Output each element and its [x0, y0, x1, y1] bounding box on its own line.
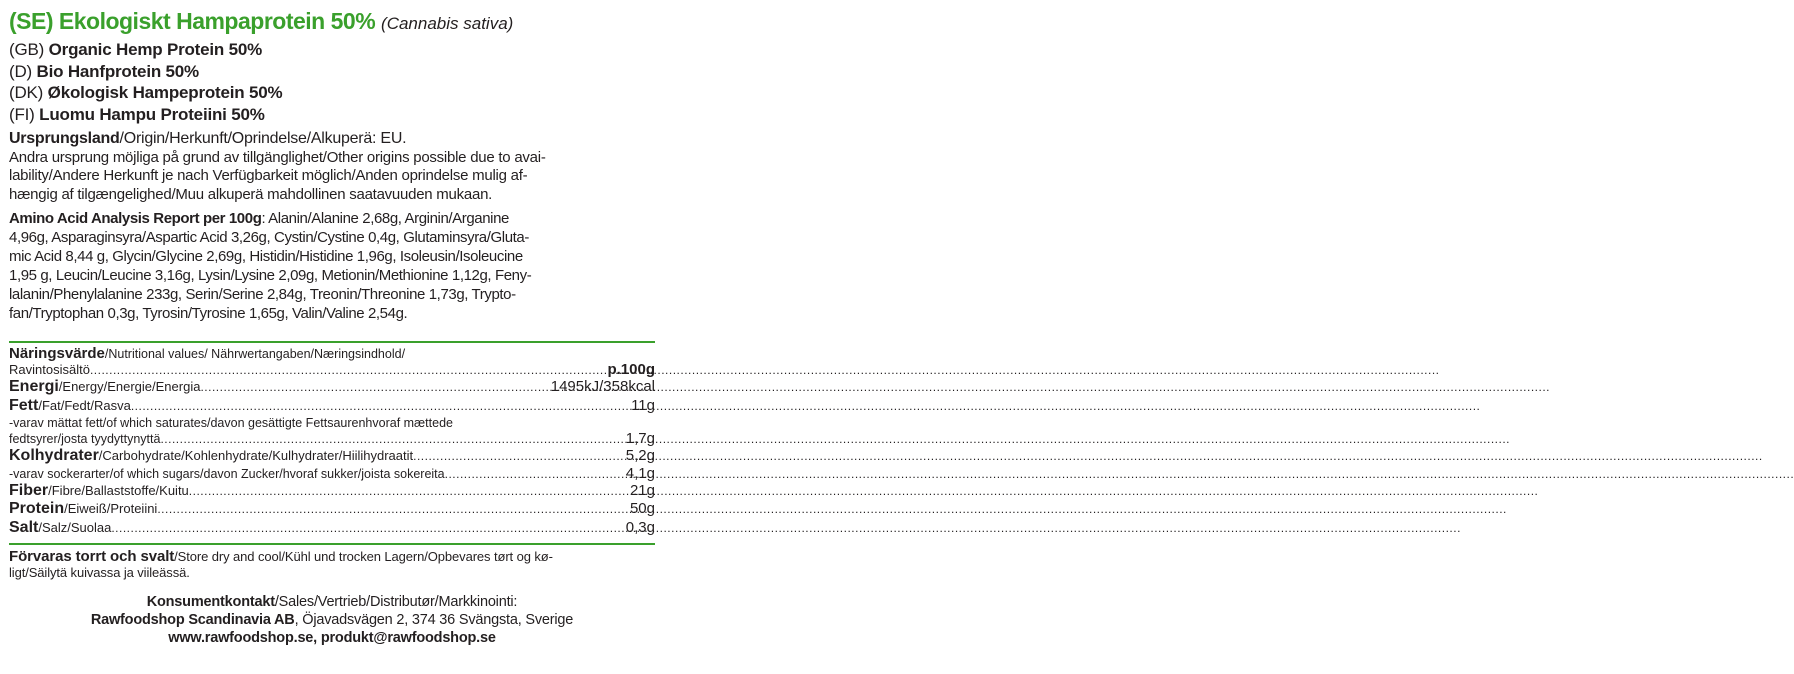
contact-address: Rawfoodshop Scandinavia AB, Öjavadsvägen 2, 374 36 Svängsta, Sverige — [90, 612, 574, 629]
leader-dots — [445, 466, 624, 482]
nutrition-per-row: Ravintosisältö ..... p.100g — [9, 362, 655, 378]
nutrition-row-fat: Fett/Fat/Fedt/Rasva ..... 11g — [9, 397, 655, 416]
divider-bottom — [9, 543, 655, 545]
contact-web-email: www.rawfoodshop.se, produkt@rawfoodshop.se — [168, 630, 496, 647]
name-gb: (GB) Organic Hemp Protein 50% — [9, 40, 263, 59]
amino-line: mic Acid 8,44 g, Glycin/Glycine 2,69g, Histidin/Histidine 1,96g, Isoleusin/Isoleucine — [9, 248, 523, 266]
nutrition-heading: Näringsvärde/Nutritional values/ Nährwertangaben/Næringsindhold/ — [9, 345, 406, 363]
fat-value: 11g — [631, 396, 655, 414]
title-scientific-name: (Cannabis sativa) — [381, 14, 514, 33]
carbohydrate-value: 5,2g — [625, 447, 655, 465]
origin-line: hængig af tilgængelighed/Muu alkuperä mahdollinen saatavuuden mukaan. — [9, 185, 493, 203]
leader-dots — [90, 362, 606, 378]
origin-section — [9, 130, 655, 204]
protein-value: 50g — [629, 500, 655, 518]
nutrition-table — [9, 343, 655, 537]
leader-dots — [111, 520, 623, 538]
title-swedish: (SE) Ekologiskt Hampaprotein 50% — [9, 8, 376, 34]
product-title — [9, 8, 655, 37]
name-fi: (FI) Luomu Hampu Proteiini 50% — [9, 104, 265, 124]
nutrition-row-carbohydrate: Kolhydrater/Carbohydrate/Kohlenhydrate/Kulhydrater/Hiilihydraatit ..... 5,2g — [9, 447, 655, 466]
product-label — [0, 0, 665, 674]
energy-value: 1495kJ/358kcal — [550, 378, 655, 396]
origin-heading: Ursprungsland/Origin/Herkunft/Oprindelse/Alkuperä: EU. — [9, 130, 407, 147]
fibre-value: 21g — [629, 481, 655, 499]
nutrition-row-saturates: fedtsyrer/josta tyydyttynyttä ..... 1,7g — [9, 431, 655, 447]
amino-line: Amino Acid Analysis Report per 100g: Alanin/Alanine 2,68g, Arginin/Arganine — [9, 210, 509, 228]
contact-heading: Konsumentkontakt/Sales/Vertrieb/Distributør/Markkinointi: — [146, 594, 518, 611]
amino-line: 1,95 g, Leucin/Leucine 3,16g, Lysin/Lysine 2,09g, Metionin/Methionine 1,12g, Feny- — [9, 267, 532, 285]
leader-dots — [157, 501, 628, 519]
per-100g: p.100g — [607, 361, 655, 379]
nutrition-row-energy: Energi/Energy/Energie/Energia ..... 1495kJ/358kcal — [9, 378, 655, 397]
origin-line: Andra ursprung möjliga på grund av tillgänglighet/Other origins possible due to avai- — [9, 148, 546, 166]
origin-line: lability/Andere Herkunft je nach Verfügbarkeit möglich/Anden oprindelse mulig af- — [9, 167, 528, 185]
saturates-value: 1,7g — [625, 430, 655, 448]
leader-dots — [131, 398, 629, 416]
nutrition-row-sugars: -varav sockerarter/of which sugars/davon Zucker/hvoraf sukker/joista sokereita ..... 4,1g — [9, 466, 655, 482]
amino-acid-section — [9, 209, 655, 323]
nutrition-row-salt: Salt/Salz/Suolaa ..... 0,3g — [9, 519, 655, 538]
amino-line: 4,96g, Asparaginsyra/Aspartic Acid 3,26g, Cystin/Cystine 0,4g, Glutaminsyra/Gluta- — [9, 229, 529, 247]
storage-instructions: Förvaras torrt och svalt/Store dry and cool/Kühl und trocken Lagern/Opbevares tørt og kø- ligt/Säilytä kuivassa ja viileässä. — [9, 548, 553, 581]
translated-names — [9, 39, 655, 125]
leader-dots — [200, 379, 548, 397]
amino-line: fan/Tryptophan 0,3g, Tyrosin/Tyrosine 1,65g, Valin/Valine 2,54g. — [9, 305, 408, 323]
sugars-value: 4,1g — [625, 464, 655, 482]
leader-dots — [189, 483, 628, 501]
leader-dots — [160, 431, 623, 447]
nutrition-row-protein: Protein/Eiweiß/Proteiini ..... 50g — [9, 500, 655, 519]
name-dk: (DK) Økologisk Hampeprotein 50% — [9, 83, 283, 102]
name-de: (D) Bio Hanfprotein 50% — [9, 61, 199, 81]
consumer-contact — [9, 593, 655, 647]
salt-value: 0,3g — [625, 518, 655, 536]
nutrition-row-fibre: Fiber/Fibre/Ballaststoffe/Kuitu ..... 21g — [9, 482, 655, 501]
saturates-label-line1: -varav mättat fett/of which saturates/davon gesättigte Fettsaurenhvoraf mættede — [9, 416, 453, 431]
leader-dots — [413, 448, 624, 466]
amino-line: lalanin/Phenylalanine 233g, Serin/Serine 2,84g, Treonin/Threonine 1,73g, Trypto- — [9, 286, 516, 304]
